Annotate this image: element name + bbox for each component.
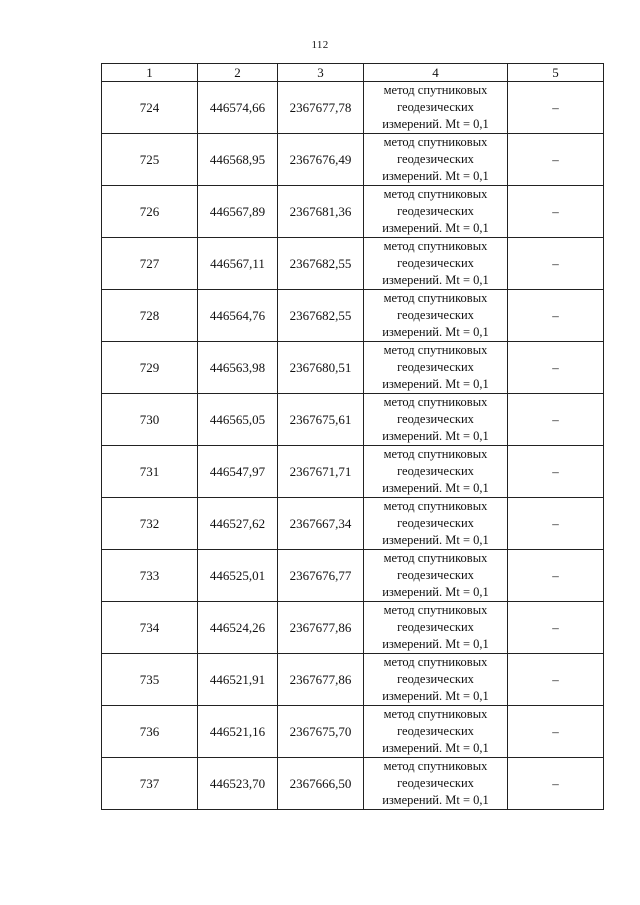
y-coordinate-cell: 2367675,70 [278, 706, 364, 758]
method-cell: метод спутниковых геодезических измерений. Mt = 0,1 [364, 550, 508, 602]
y-coordinate-cell: 2367677,78 [278, 82, 364, 134]
note-cell: – [508, 550, 604, 602]
note-cell: – [508, 342, 604, 394]
table-row [102, 758, 604, 810]
method-cell: метод спутниковых геодезических измерений. Mt = 0,1 [364, 758, 508, 810]
note-cell: – [508, 134, 604, 186]
x-coordinate-cell: 446565,05 [198, 394, 278, 446]
method-cell: метод спутниковых геодезических измерений. Mt = 0,1 [364, 82, 508, 134]
page-number: 112 [311, 39, 329, 51]
x-coordinate-cell: 446523,70 [198, 758, 278, 810]
point-number-cell: 735 [102, 654, 198, 706]
note-cell: – [508, 498, 604, 550]
x-coordinate-cell: 446527,62 [198, 498, 278, 550]
method-cell: метод спутниковых геодезических измерений. Mt = 0,1 [364, 654, 508, 706]
table-row [102, 186, 604, 238]
table-row [102, 290, 604, 342]
y-coordinate-cell: 2367681,36 [278, 186, 364, 238]
note-cell: – [508, 602, 604, 654]
method-cell: метод спутниковых геодезических измерений. Mt = 0,1 [364, 290, 508, 342]
note-cell: – [508, 758, 604, 810]
point-number-cell: 732 [102, 498, 198, 550]
table-row [102, 654, 604, 706]
x-coordinate-cell: 446524,26 [198, 602, 278, 654]
y-coordinate-cell: 2367676,49 [278, 134, 364, 186]
table-row [102, 446, 604, 498]
y-coordinate-cell: 2367676,77 [278, 550, 364, 602]
column-header-1: 1 [102, 64, 198, 82]
table-body [102, 82, 604, 810]
table-row [102, 706, 604, 758]
point-number-cell: 731 [102, 446, 198, 498]
note-cell: – [508, 706, 604, 758]
column-header-2: 2 [198, 64, 278, 82]
y-coordinate-cell: 2367680,51 [278, 342, 364, 394]
table-row [102, 134, 604, 186]
point-number-cell: 726 [102, 186, 198, 238]
point-number-cell: 736 [102, 706, 198, 758]
point-number-cell: 734 [102, 602, 198, 654]
table-row [102, 602, 604, 654]
point-number-cell: 725 [102, 134, 198, 186]
x-coordinate-cell: 446521,16 [198, 706, 278, 758]
point-number-cell: 737 [102, 758, 198, 810]
column-header-4: 4 [364, 64, 508, 82]
point-number-cell: 727 [102, 238, 198, 290]
method-cell: метод спутниковых геодезических измерений. Mt = 0,1 [364, 134, 508, 186]
y-coordinate-cell: 2367675,61 [278, 394, 364, 446]
y-coordinate-cell: 2367666,50 [278, 758, 364, 810]
coordinates-table [101, 63, 604, 810]
table-row [102, 498, 604, 550]
point-number-cell: 729 [102, 342, 198, 394]
column-header-5: 5 [508, 64, 604, 82]
note-cell: – [508, 654, 604, 706]
method-cell: метод спутниковых геодезических измерений. Mt = 0,1 [364, 498, 508, 550]
note-cell: – [508, 290, 604, 342]
table-row [102, 82, 604, 134]
note-cell: – [508, 82, 604, 134]
point-number-cell: 724 [102, 82, 198, 134]
table-header-row [102, 64, 604, 82]
y-coordinate-cell: 2367677,86 [278, 602, 364, 654]
y-coordinate-cell: 2367671,71 [278, 446, 364, 498]
y-coordinate-cell: 2367677,86 [278, 654, 364, 706]
method-cell: метод спутниковых геодезических измерений. Mt = 0,1 [364, 706, 508, 758]
note-cell: – [508, 186, 604, 238]
note-cell: – [508, 446, 604, 498]
point-number-cell: 728 [102, 290, 198, 342]
method-cell: метод спутниковых геодезических измерений. Mt = 0,1 [364, 394, 508, 446]
note-cell: – [508, 394, 604, 446]
y-coordinate-cell: 2367682,55 [278, 290, 364, 342]
method-cell: метод спутниковых геодезических измерений. Mt = 0,1 [364, 342, 508, 394]
x-coordinate-cell: 446574,66 [198, 82, 278, 134]
x-coordinate-cell: 446567,11 [198, 238, 278, 290]
x-coordinate-cell: 446521,91 [198, 654, 278, 706]
table-row [102, 550, 604, 602]
method-cell: метод спутниковых геодезических измерений. Mt = 0,1 [364, 602, 508, 654]
point-number-cell: 730 [102, 394, 198, 446]
method-cell: метод спутниковых геодезических измерений. Mt = 0,1 [364, 186, 508, 238]
x-coordinate-cell: 446547,97 [198, 446, 278, 498]
x-coordinate-cell: 446525,01 [198, 550, 278, 602]
x-coordinate-cell: 446564,76 [198, 290, 278, 342]
y-coordinate-cell: 2367682,55 [278, 238, 364, 290]
method-cell: метод спутниковых геодезических измерений. Mt = 0,1 [364, 446, 508, 498]
x-coordinate-cell: 446563,98 [198, 342, 278, 394]
x-coordinate-cell: 446568,95 [198, 134, 278, 186]
method-cell: метод спутниковых геодезических измерений. Mt = 0,1 [364, 238, 508, 290]
point-number-cell: 733 [102, 550, 198, 602]
y-coordinate-cell: 2367667,34 [278, 498, 364, 550]
note-cell: – [508, 238, 604, 290]
table-row [102, 238, 604, 290]
table-row [102, 342, 604, 394]
column-header-3: 3 [278, 64, 364, 82]
x-coordinate-cell: 446567,89 [198, 186, 278, 238]
table-row [102, 394, 604, 446]
